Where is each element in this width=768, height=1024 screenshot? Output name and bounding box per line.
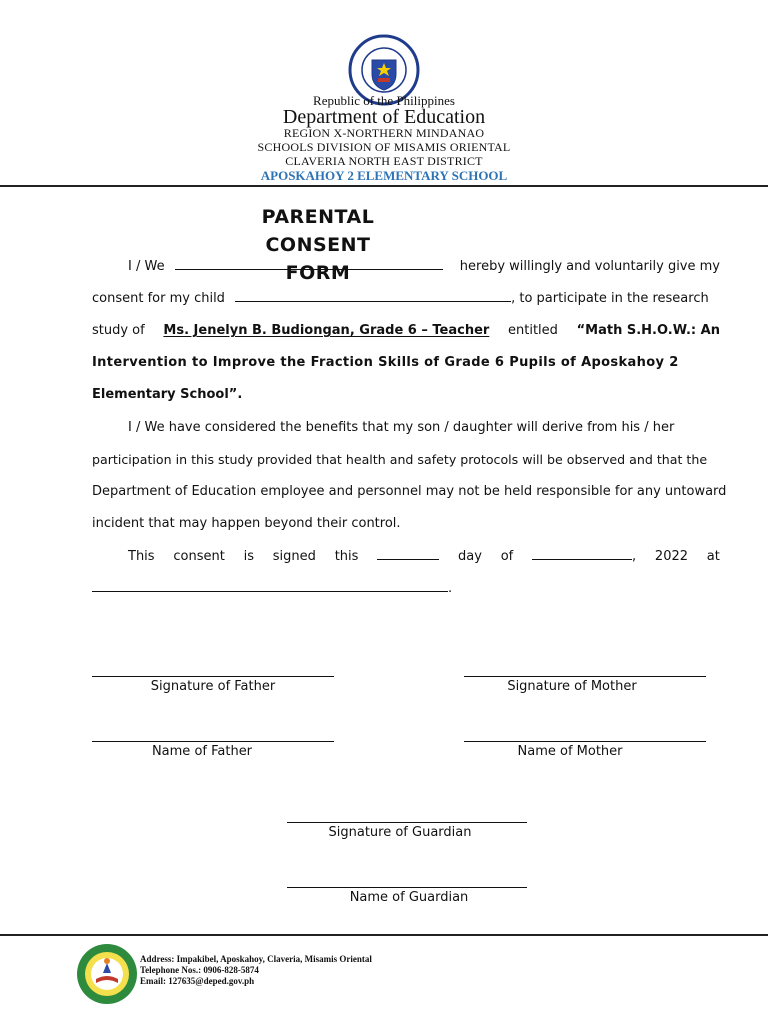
p2-line-3: Department of Education employee and personnel may not be held responsible for any untoward [92, 484, 727, 499]
region-text: REGION X-NORTHERN MINDANAO [283, 126, 485, 140]
guardian-name-label: Name of Guardian [349, 890, 469, 905]
study-title-start: “Math S.H.O.W.: An [576, 323, 720, 338]
republic-text: Republic of the Philippines [313, 93, 455, 108]
p1-line-3: study of Ms. Jenelyn B. Budiongan, Grade 6 – Teacher entitled “Math S.H.O.W.: An [92, 323, 720, 338]
p2-line-2: participation in this study provided that health and safety protocols will be observed and that the [92, 452, 708, 467]
title-line-2: CONSENT [265, 234, 371, 256]
p1-line-5: Elementary School”. [92, 387, 243, 402]
mother-name-line[interactable] [464, 741, 706, 742]
guardian-signature-line[interactable] [287, 822, 527, 823]
p1-line-4: Intervention to Improve the Fraction Skills of Grade 6 Pupils of Aposkahoy 2 [92, 355, 679, 370]
p2-line-1: I / We have considered the benefits that my son / daughter will derive from his / her [128, 420, 675, 435]
month-blank[interactable] [532, 549, 632, 560]
p1-line-1: I / We hereby willingly and voluntarily give my [128, 259, 720, 274]
school-name: APOSKAHOY 2 ELEMENTARY SCHOOL [260, 168, 508, 183]
header-divider [0, 185, 768, 187]
parent-name-blank[interactable] [175, 259, 443, 270]
father-name-line[interactable] [92, 741, 334, 742]
p1-line-2: consent for my child , to participate in the research [92, 291, 709, 306]
father-name-label: Name of Father [151, 744, 253, 759]
footer-email: Email: 127635@deped.gov.ph [140, 976, 255, 986]
teacher-name: Ms. Jenelyn B. Budiongan, Grade 6 – Teacher [163, 323, 490, 338]
p3-line-1: This consent is signed this day of , 2022 at [128, 549, 720, 564]
division-text: SCHOOLS DIVISION OF MISAMIS ORIENTAL [257, 140, 511, 154]
father-signature-line[interactable] [92, 676, 334, 677]
guardian-signature-label: Signature of Guardian [328, 825, 472, 840]
mother-signature-line[interactable] [464, 676, 706, 677]
footer-address: Address: Impakibel, Aposkahoy, Claveria, Misamis Oriental [140, 954, 372, 964]
place-blank[interactable] [92, 581, 448, 592]
footer-divider [0, 934, 768, 936]
mother-signature-label: Signature of Mother [507, 679, 637, 694]
department-title: Department of Education [282, 106, 486, 128]
guardian-name-line[interactable] [287, 887, 527, 888]
district-text: CLAVERIA NORTH EAST DISTRICT [285, 154, 483, 168]
footer-telephone: Telephone Nos.: 0906-828-5874 [140, 965, 259, 975]
p2-line-4: incident that may happen beyond their control. [92, 516, 401, 531]
school-logo-icon [76, 943, 138, 1005]
form-title [238, 203, 398, 287]
title-line-1: PARENTAL [261, 206, 375, 228]
father-signature-label: Signature of Father [150, 679, 276, 694]
mother-name-label: Name of Mother [517, 744, 623, 759]
title-line-3: FORM [285, 262, 351, 284]
p3-line-2: . [92, 581, 720, 596]
day-blank[interactable] [377, 549, 439, 560]
child-name-blank[interactable] [235, 291, 511, 302]
